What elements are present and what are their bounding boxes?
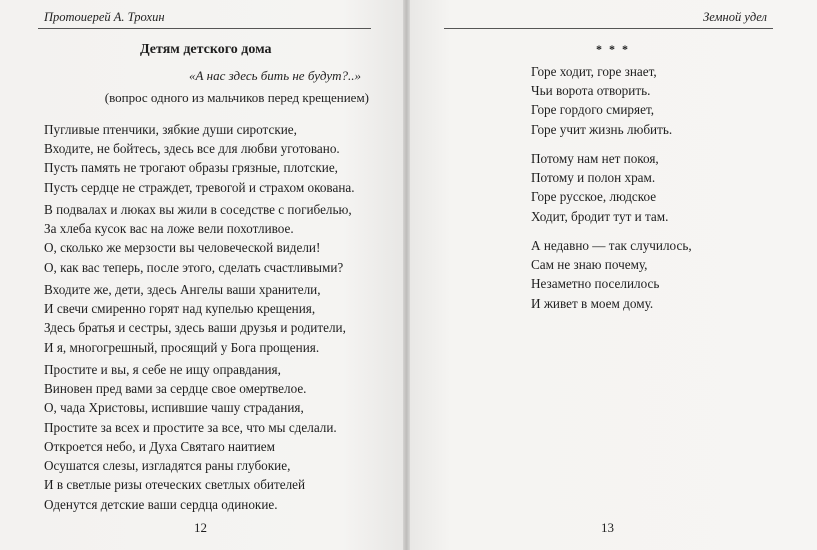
poem-line: И я, многогрешный, просящий у Бога прощения. (44, 339, 320, 355)
poem-line: И свечи смиренно горят над купелью крещения, (44, 301, 316, 317)
poem-line: О, сколько же мерзости вы человеческой видели! (44, 240, 321, 256)
poem-line: Входите, не бойтесь, здесь все для любви уготовано. (44, 141, 340, 157)
poem-line: Входите же, дети, здесь Ангелы ваши хранители, (44, 282, 321, 297)
poem-line: О, чада Христовы, испившие чашу страдания, (44, 400, 304, 416)
poem-line: Здесь братья и сестры, здесь ваши друзья и родители, (44, 320, 346, 336)
poem-line: В подвалах и люках вы жили в соседстве с погибелью, (44, 202, 352, 217)
left-page (0, 0, 403, 550)
poem-line: Горе гордого смиряет, (531, 102, 655, 118)
poem-line: О, как вас теперь, после этого, сделать счастливыми? (44, 259, 344, 275)
epigraph-note: (вопрос одного из мальчиков перед крещением) (104, 90, 369, 105)
poem-line: Виновен пред вами за сердце свое омертвелое. (44, 381, 307, 397)
poem-line: Пугливые птенчики, зябкие души сиротские, (44, 122, 297, 137)
poem-line: За хлеба кусок вас на ложе вели похотливое. (44, 221, 294, 237)
book-gutter (403, 0, 410, 550)
poem-line: Ходит, бродит тут и там. (531, 208, 669, 224)
page-number: 12 (194, 520, 207, 535)
running-head-section: Земной удел (703, 10, 767, 24)
poem-line: Простите и вы, я себе не ищу оправдания, (44, 362, 281, 377)
stanza-2 (44, 200, 352, 277)
header-rule (444, 28, 773, 29)
poem-line: Простите за всех и простите за все, что мы сделали. (44, 419, 337, 435)
page-number: 13 (601, 520, 614, 535)
poem-line: Осушатся слезы, изгладятся раны глубокие, (44, 458, 291, 474)
stanza-5 (44, 437, 305, 514)
stanza-3 (531, 236, 692, 313)
stanza-3 (44, 280, 346, 357)
poem-line: Оденутся детские ваши сердца одинокие. (44, 496, 278, 512)
poem-line: Незаметно поселилось (531, 276, 660, 292)
poem-line: Сам не знаю почему, (531, 257, 648, 273)
poem-line: Потому нам нет покоя, (531, 151, 659, 166)
poem-line: И живет в моем дому. (531, 295, 654, 311)
poem-line: А недавно — так случилось, (531, 238, 692, 253)
header-rule (38, 28, 371, 29)
running-head-author: Протоиерей А. Трохин (44, 10, 165, 24)
section-stars: * * * (596, 42, 630, 56)
stanza-1 (531, 62, 672, 139)
poem-line: Потому и полон храм. (531, 170, 656, 186)
stanza-1 (44, 120, 355, 197)
poem-line: Чьи ворота отворить. (531, 83, 651, 99)
poem-line: Пусть сердце не страждет, тревогой и страхом окована. (44, 179, 355, 195)
poem-line: Пусть память не трогают образы грязные, плотские, (44, 160, 338, 176)
poem-title: Детям детского дома (140, 42, 272, 57)
stanza-4 (44, 360, 337, 437)
epigraph: «А нас здесь бить не будут?..» (188, 68, 361, 83)
poem-line: Откроется небо, и Духа Святаго наитием (44, 439, 276, 454)
right-page (410, 0, 817, 550)
poem-line: Горе ходит, горе знает, (531, 64, 657, 79)
poem-line: Горе русское, людское (531, 189, 657, 205)
stanza-2 (531, 149, 668, 226)
poem-line: И в светлые ризы отеческих светлых обителей (44, 477, 306, 493)
poem-line: Горе учит жизнь любить. (531, 121, 673, 137)
